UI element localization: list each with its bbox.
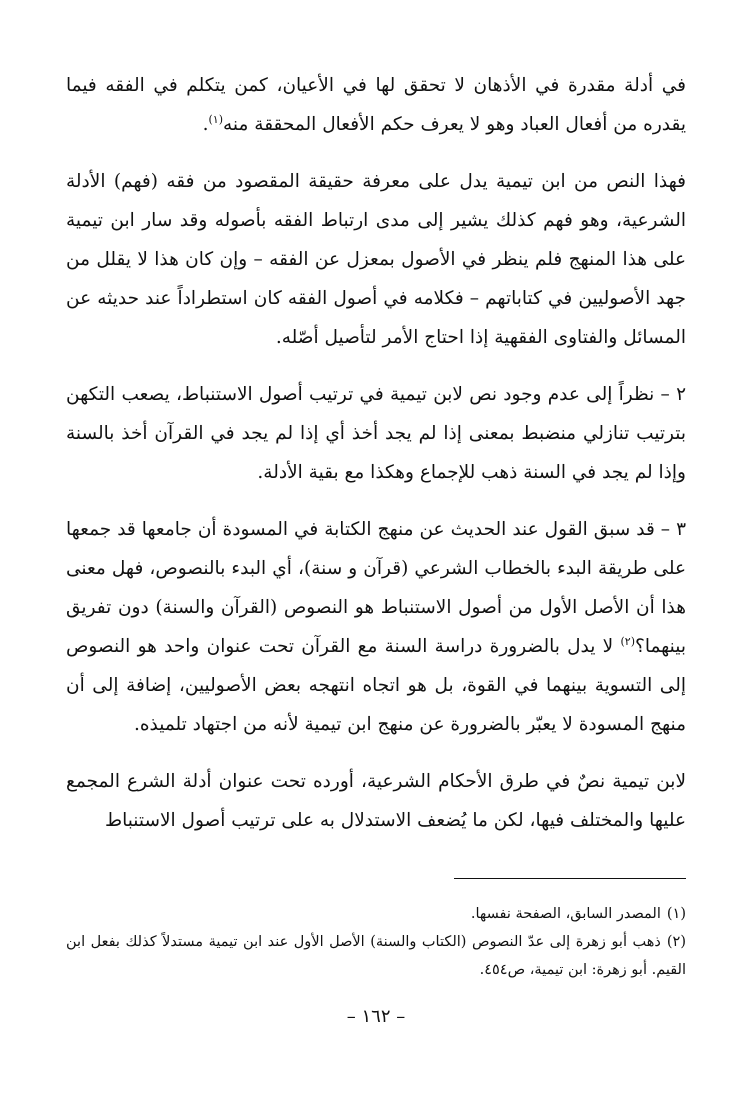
paragraph-text: لابن تيمية نصٌ في طرق الأحكام الشرعية، أورده تحت عنوان أدلة الشرع المجمع عليها والمختلف فيها، لكن ما يُضعف الاستدلال به على ترتيب أصول الاستنباط	[66, 771, 686, 831]
footnote-ref-2[interactable]: (٢)	[620, 634, 635, 648]
footnote-2	[66, 928, 686, 984]
footnotes	[66, 900, 686, 984]
paragraph-4	[66, 510, 686, 744]
paragraph-text: ٣ – قد سبق القول عند الحديث عن منهج الكتابة في المسودة أن جامعها قد جمعها على طريقة البدء بالخطاب الشرعي (قرآن و سنة)، أي البدء بالنصوص، فهل معنى هذا أن الأصل الأول من أصول الاستنباط هو النصوص (القرآن والسنة) دون تفريق بينهما؟	[66, 519, 686, 657]
footnote-separator	[454, 878, 686, 879]
page-number: – ١٦٢ –	[346, 1006, 406, 1027]
paragraph-text: ٢ – نظراً إلى عدم وجود نص لابن تيمية في ترتيب أصول الاستنباط، يصعب التكهن بترتيب تنازلي منضبط بمعنى إذا لم يجد أخذ أي إذا لم يجد في القرآن أخذ بالسنة وإذا لم يجد في السنة ذهب للإجماع وهكذا مع بقية الأدلة.	[66, 384, 686, 483]
paragraph-1	[66, 66, 686, 144]
footnote-1	[66, 900, 686, 928]
footnote-text: ذهب أبو زهرة إلى عدّ النصوص (الكتاب والسنة) الأصل الأول عند ابن تيمية مستدلاً كذلك بفعل ابن القيم. أبو زهرة: ابن تيمية، ص٤٥٤.	[66, 934, 686, 978]
paragraph-5	[66, 762, 686, 840]
paragraph-tail: لا يدل بالضرورة دراسة السنة مع القرآن تحت عنوان واحد هو النصوص إلى التسوية بينهما في القوة، بل هو اتجاه انتهجه بعض الأصوليين، إضافة إلى أن منهج المسودة لا يعبّر بالضرورة عن منهج ابن تيمية لأنه من اجتهاد تلميذه.	[66, 636, 686, 735]
footnote-number: (١)	[666, 906, 686, 922]
paragraph-tail: .	[202, 114, 209, 135]
footnote-ref-1[interactable]: (١)	[208, 112, 223, 126]
paragraph-text: فهذا النص من ابن تيمية يدل على معرفة حقيقة المقصود من فقه (فهم) الأدلة الشرعية، وهو فهم كذلك يشير إلى مدى ارتباط الفقه بأصوله وقد سار ابن تيمية على هذا المنهج فلم ينظر في الأصول بمعزل عن الفقه – وإن كان هذا لا يقلل من جهد الأصوليين في كتاباتهم – فكلامه في أصول الفقه كان استطراداً عند حديثه عن المسائل والفتاوى الفقهية إذا احتاج الأمر لتأصيل أصّله.	[66, 171, 686, 348]
footnote-text: المصدر السابق، الصفحة نفسها.	[470, 906, 661, 922]
paragraph-3	[66, 375, 686, 492]
footnote-number: (٢)	[666, 934, 686, 950]
paragraph-text: في أدلة مقدرة في الأذهان لا تحقق لها في الأعيان، كمن يتكلم في الفقه فيما يقدره من أفعال العباد وهو لا يعرف حكم الأفعال المحققة منه	[66, 75, 686, 135]
main-text	[66, 66, 686, 858]
paragraph-2	[66, 162, 686, 357]
